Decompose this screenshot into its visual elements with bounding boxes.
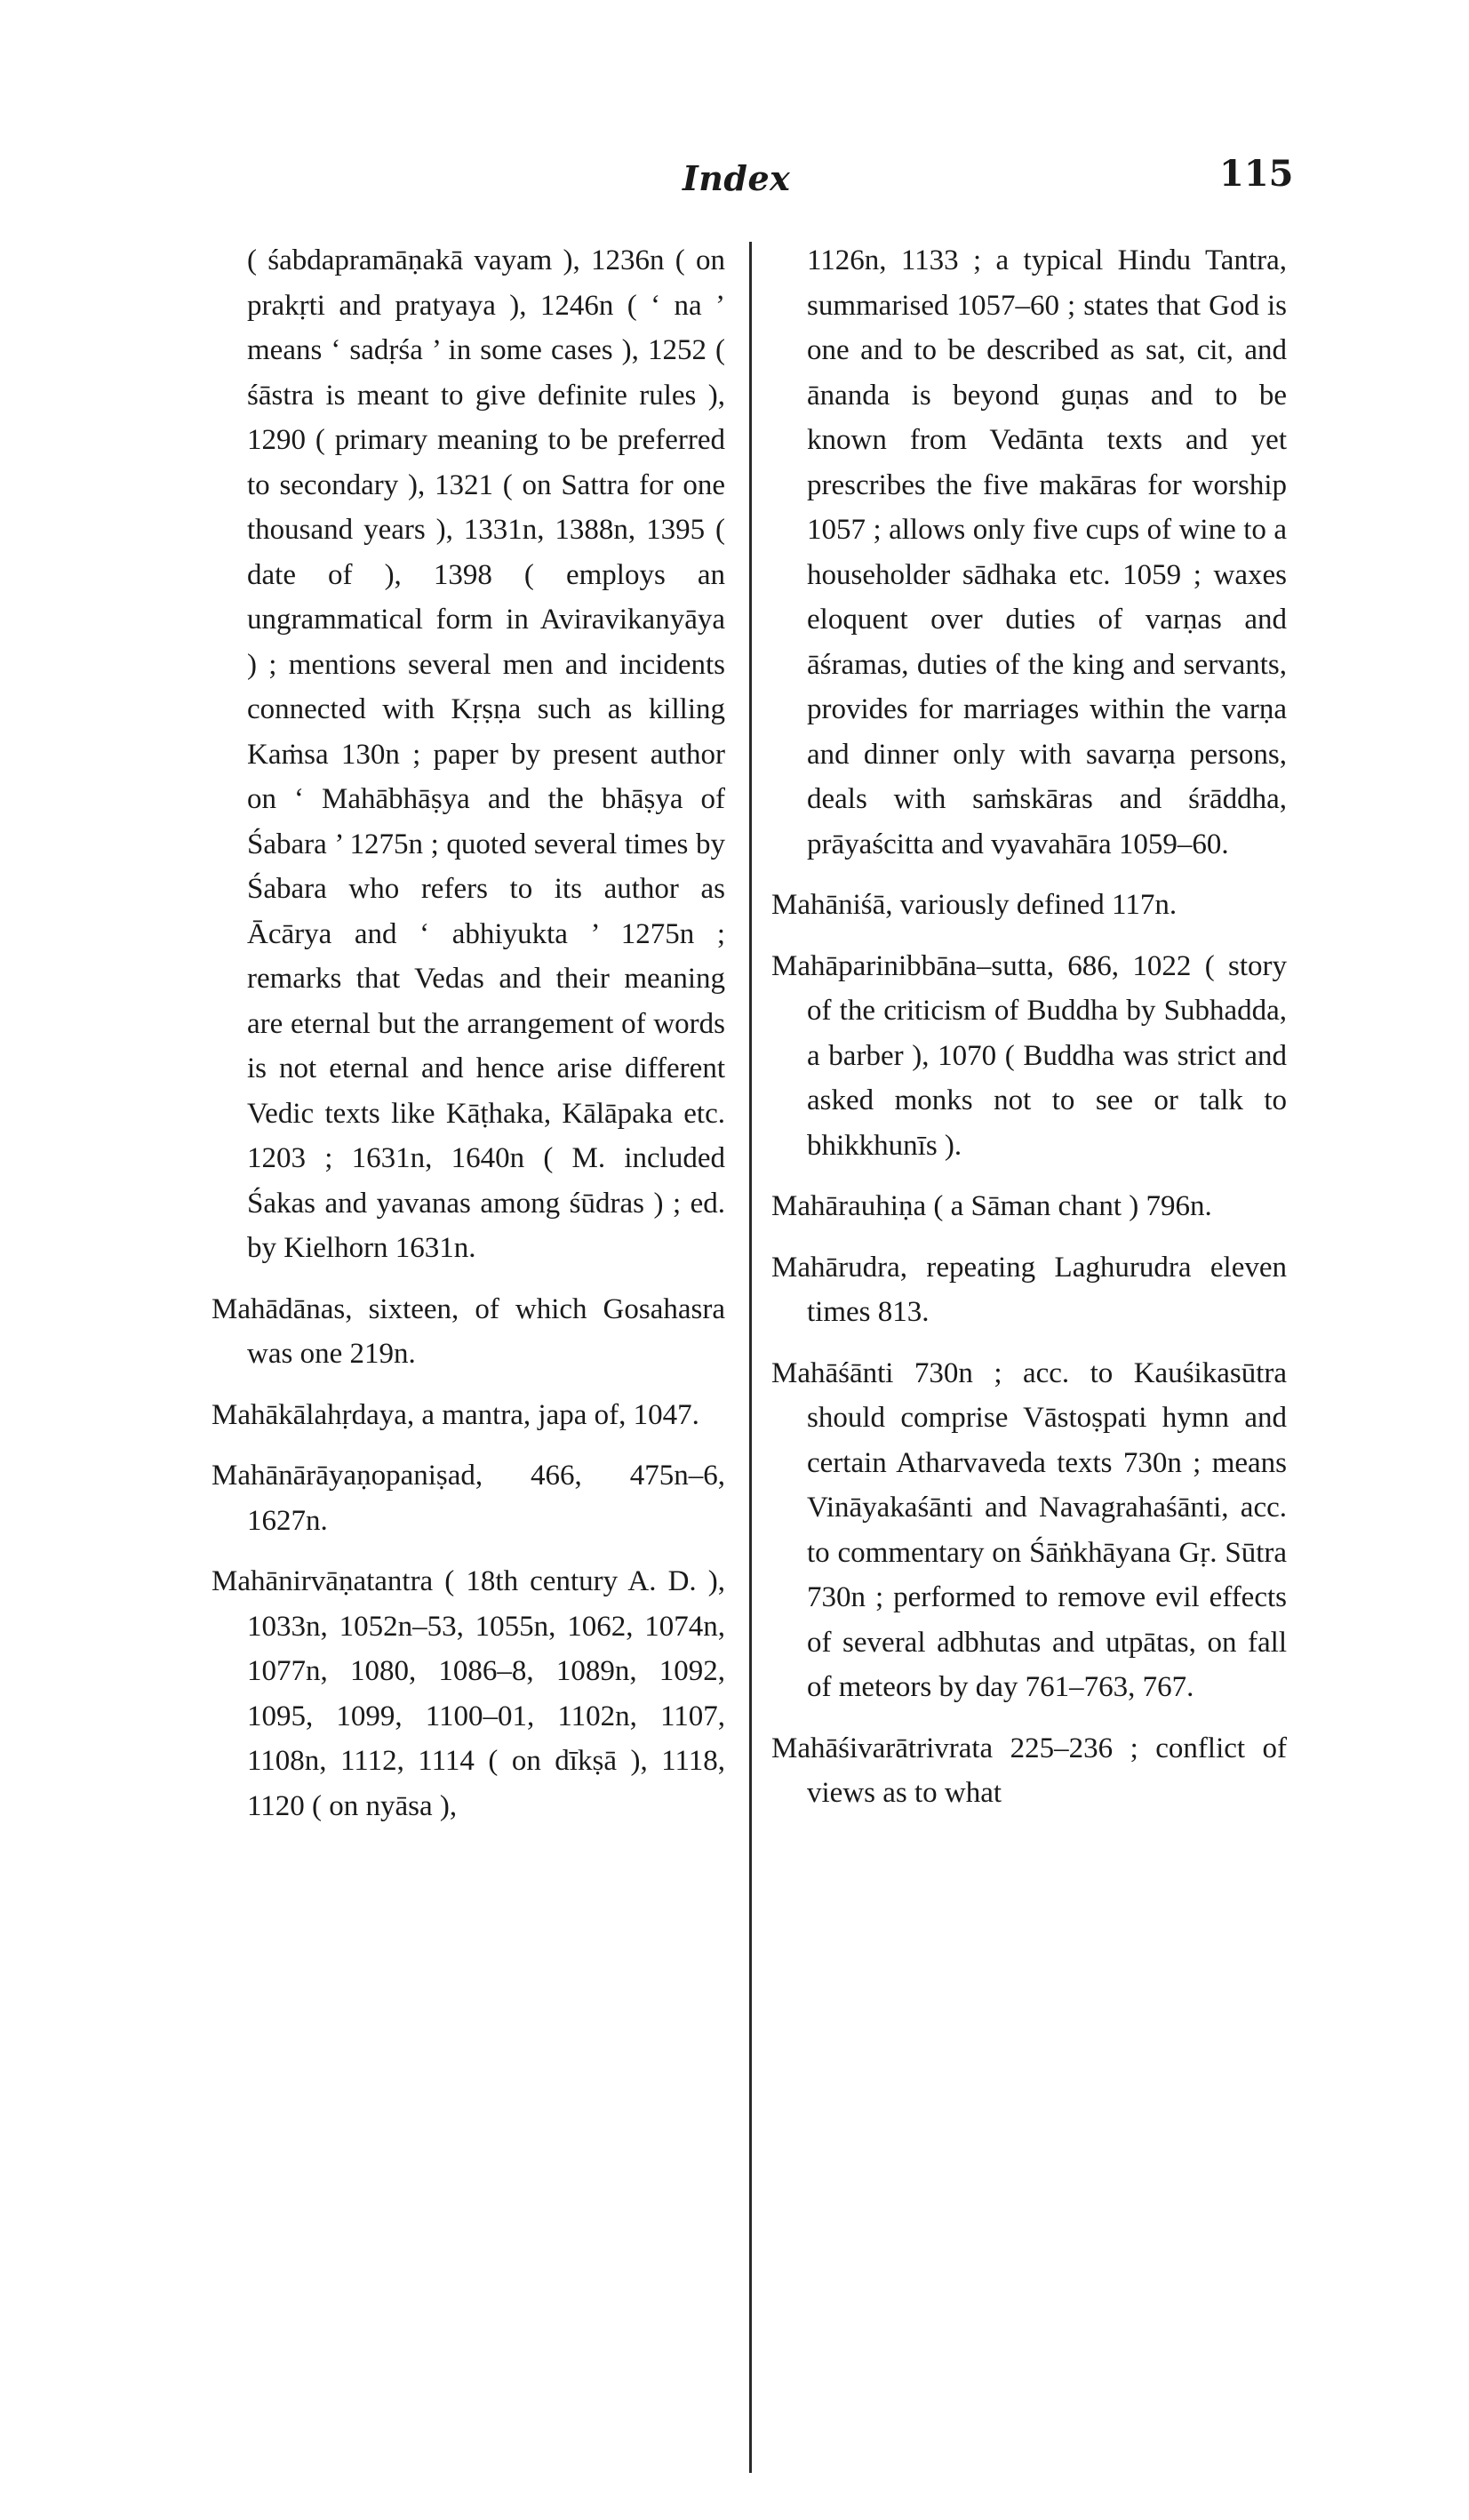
column-divider	[749, 242, 752, 2473]
index-entry-mahakalahrdaya: Mahākālahṛdaya, a mantra, japa of, 1047.	[212, 1398, 699, 1431]
right-column	[771, 238, 1287, 1816]
index-entry-mahanirvanatantra: Mahānirvāṇatantra ( 18th century A. D. ), 1033n, 1052n–53, 1055n, 1062, 1074n, 1077n, 1080, 1086–8, 1089n, 1092, 1095, 1099, 1100–01, 1102n, 1107, 1108n, 1112, 1114 ( on dīkṣā ), 1118, 1120 ( on nyāsa ),	[212, 1565, 725, 1822]
index-entry-mahaparinibbana-sutta: Mahāparinibbāna–sutta, 686, 1022 ( story of the criticism of Buddha by Subhadda, a barber ), 1070 ( Buddha was strict and asked monks not to see or talk to bhikkhunīs ).	[771, 949, 1287, 1162]
index-entry-mahanarayanopanisad: Mahānārāyaṇopaniṣad, 466, 475n–6, 1627n.	[212, 1460, 725, 1537]
index-entry-maharauhina: Mahārauhiṇa ( a Sāman chant ) 796n.	[771, 1190, 1212, 1222]
index-entry-mahadanas: Mahādānas, sixteen, of which Gosahasra was one 219n.	[212, 1292, 725, 1370]
left-column	[212, 238, 725, 1828]
index-entry-mahasivaratrivrata: Mahāśivarātrivrata 225–236 ; conflict of views as to what	[771, 1732, 1287, 1809]
page-number: 115	[1219, 153, 1294, 195]
page-title: Index	[683, 158, 791, 198]
index-entry-maharudra: Mahārudra, repeating Laghurudra eleven times 813.	[771, 1251, 1287, 1328]
index-entry-mahasanti: Mahāśānti 730n ; acc. to Kauśikasūtra should comprise Vāstoṣpati hymn and certain Atharvaveda texts 730n ; means Vināyakaśānti and Navagrahaśānti, acc. to commentary on Śāṅkhāyana Gṛ. Sūtra 730n ; performed to remove evil effects of several adbhutas and utpātas, on fall of meteors by day 761–763, 767.	[771, 1356, 1287, 1703]
index-entry-mahanirvanatantra-continued: 1126n, 1133 ; a typical Hindu Tantra, summarised 1057–60 ; states that God is one and to be described as sat, cit, and ānanda is beyond guṇas and to be known from Vedānta texts and yet prescribes the five makāras for worship 1057 ; allows only five cups of wine to a householder sādhaka etc. 1059 ; waxes eloquent over duties of varṇas and āśramas, duties of the king and servants, provides for marriages within the varṇa and dinner only with savarṇa persons, deals with saṁskāras and śrāddha, prāyaścitta and vyavahāra 1059–60.	[807, 244, 1287, 860]
index-entry-mahanisa: Mahāniśā, variously defined 117n.	[771, 889, 1178, 921]
index-entry-mahabhasya-continued: ( śabdapramāṇakā vayam ), 1236n ( on prakṛti and pratyaya ), 1246n ( ‘ na ’ means ‘ sadṛśa ’ in some cases ), 1252 ( śāstra is meant to give definite rules ), 1290 ( primary meaning to be preferred to secondary ), 1321 ( on Sattra for one thousand years ), 1331n, 1388n, 1395 ( date of ), 1398 ( employs an ungrammatical form in Aviravikanyāya ) ; mentions several men and incidents connected with Kṛṣṇa such as killing Kaṁsa 130n ; paper by present author on ‘ Mahābhāṣya and the bhāṣya of Śabara ’ 1275n ; quoted several times by Śabara who refers to its author as Ācārya and ‘ abhiyukta ’ 1275n ; remarks that Vedas and their meaning are eternal but the arrangement of words is not eternal and hence arise different Vedic texts like Kāṭhaka, Kālāpaka etc. 1203 ; 1631n, 1640n ( M. included Śakas and yavanas among śūdras ) ; ed. by Kielhorn 1631n.	[247, 244, 725, 1264]
running-head	[0, 153, 1469, 212]
